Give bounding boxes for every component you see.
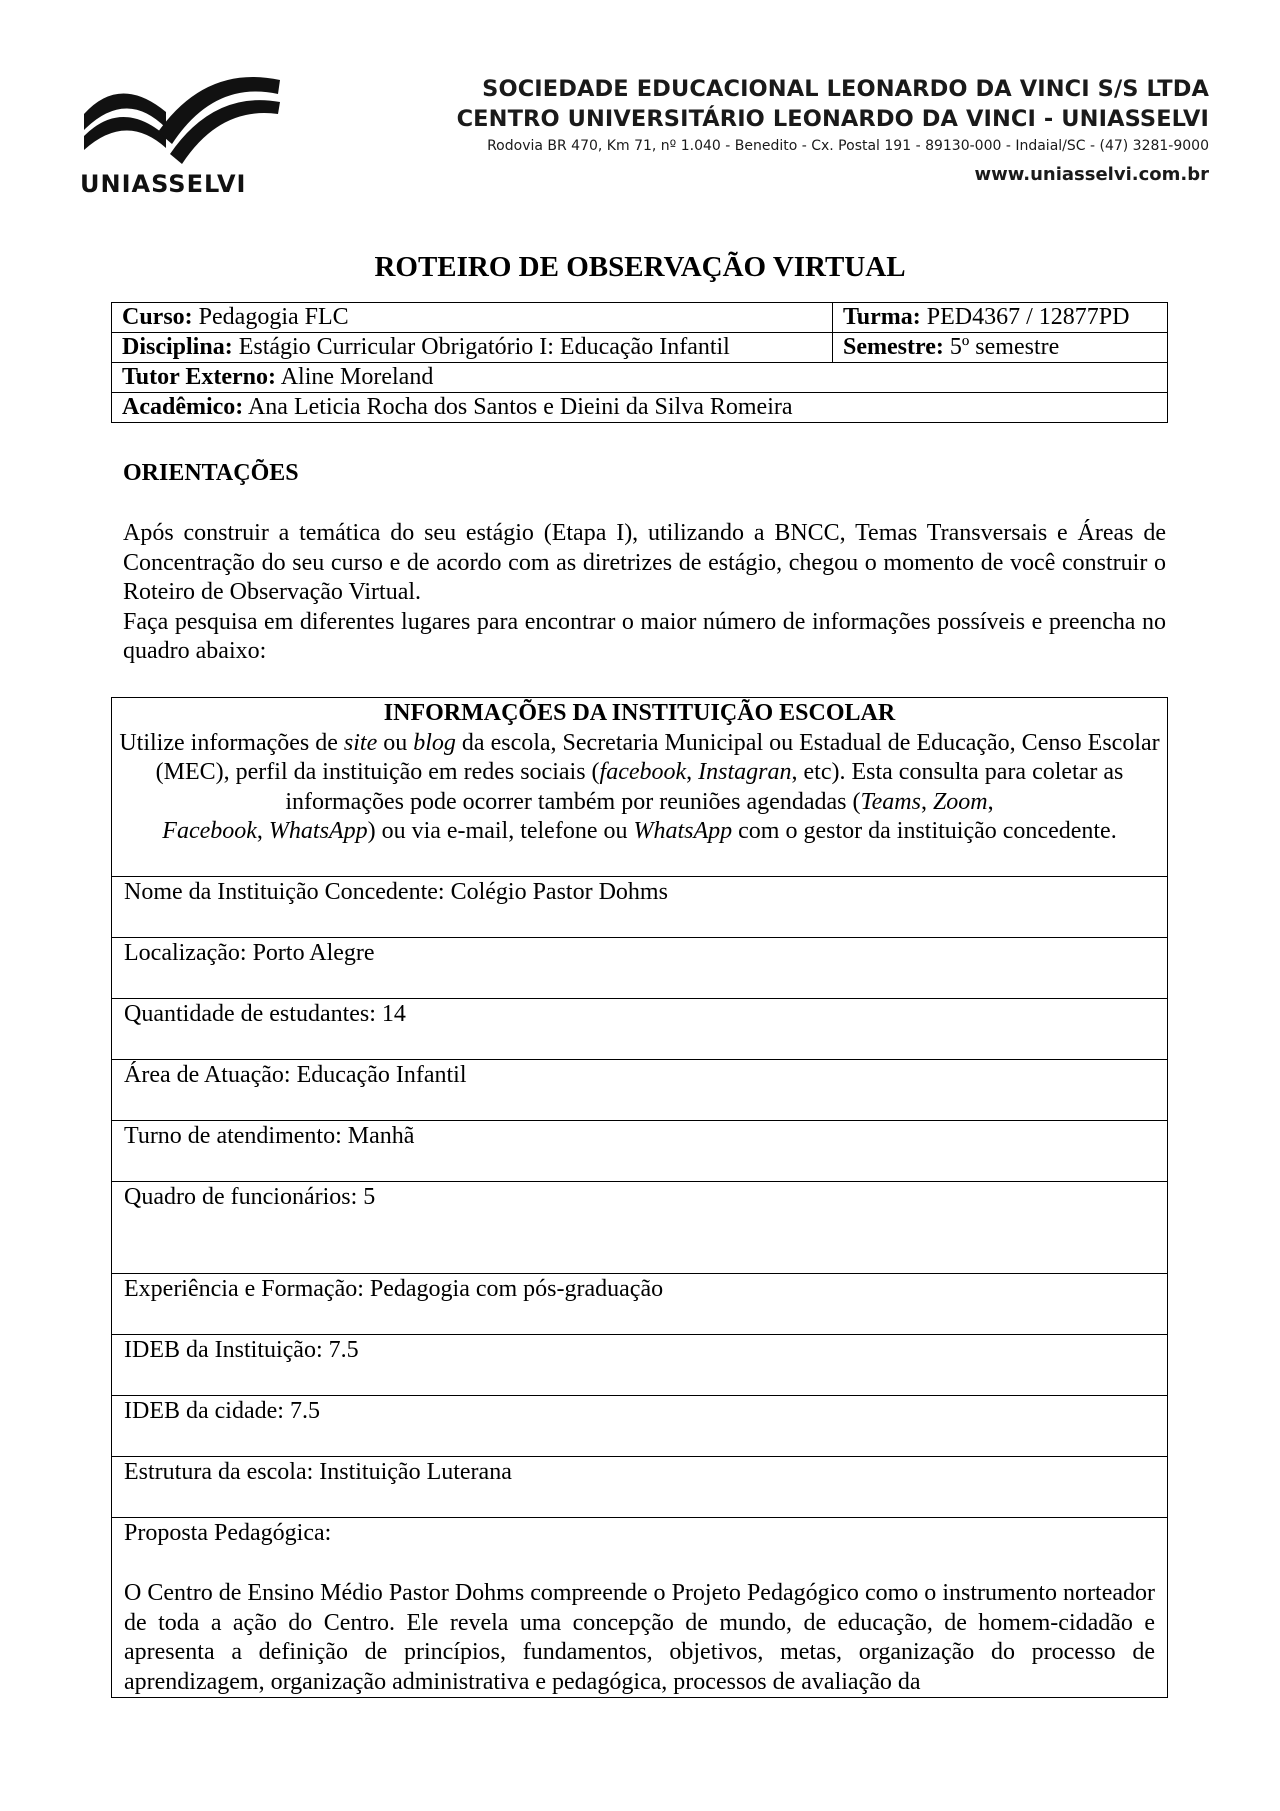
logo-arches-icon (80, 74, 285, 174)
turma-cell (833, 303, 1168, 333)
tutor-cell (112, 363, 1168, 393)
field-turno: Turno de atendimento: Manhã (112, 1121, 1167, 1182)
disciplina-label: Disciplina: (122, 334, 233, 360)
school-info-title: INFORMAÇÕES DA INSTITUIÇÃO ESCOLAR (383, 700, 896, 726)
info-row-academico (112, 393, 1168, 423)
instr-text: , (256, 818, 269, 844)
instr-text: , etc). Esta consulta para coletar as informações pode ocorrer também por reuniões agendadas ( (285, 759, 1124, 815)
field-estrutura: Estrutura da escola: Instituição Luterana (112, 1457, 1167, 1518)
instr-text: , (920, 788, 933, 815)
semestre-value: 5º semestre (943, 334, 1060, 360)
school-info-box (111, 697, 1168, 1698)
orientacoes-paragraph-2: Faça pesquisa em diferentes lugares para encontrar o maior número de informações possíveis e preencha no quadro abaixo: (123, 608, 1166, 664)
field-quantidade-estudantes: Quantidade de estudantes: 14 (112, 999, 1167, 1060)
tutor-value: Aline Moreland (276, 364, 434, 390)
instr-italic: blog (413, 729, 456, 756)
instr-text: ou (377, 729, 414, 756)
semestre-cell (833, 333, 1168, 363)
academico-label: Acadêmico: (122, 394, 244, 420)
instr-italic: Facebook (162, 818, 257, 844)
info-row-disciplina (112, 333, 1168, 363)
org-address: Rodovia BR 470, Km 71, nº 1.040 - Benedito - Cx. Postal 191 - 89130-000 - Indaial/SC - (47) 3281-9000 (487, 138, 1209, 154)
uniasselvi-logo (80, 74, 285, 204)
instr-text: da escola, Secretaria Municipal ou Estadual de Educação, Censo Escolar (MEC), perfil da instituição em redes sociais ( (155, 729, 1160, 785)
field-ideb-instituicao: IDEB da Instituição: 7.5 (112, 1335, 1167, 1396)
turma-value: PED4367 / 12877PD (920, 304, 1130, 330)
org-name-line2: CENTRO UNIVERSITÁRIO LEONARDO DA VINCI - UNIASSELVI (456, 106, 1209, 132)
page-title: ROTEIRO DE OBSERVAÇÃO VIRTUAL (374, 251, 906, 283)
logo-text: UNIASSELVI (80, 170, 247, 198)
academico-value: Ana Leticia Rocha dos Santos e Dieini da Silva Romeira (243, 394, 793, 420)
academico-cell (112, 393, 1168, 423)
instr-italic: WhatsApp (268, 818, 368, 844)
instr-text: com o gestor da instituição concedente. (732, 818, 1117, 844)
curso-label: Curso: (122, 304, 193, 330)
field-ideb-cidade: IDEB da cidade: 7.5 (112, 1396, 1167, 1457)
field-area-atuacao: Área de Atuação: Educação Infantil (112, 1060, 1167, 1121)
field-experiencia-formacao: Experiência e Formação: Pedagogia com pós-graduação (112, 1274, 1167, 1335)
orientacoes-paragraph-1: Após construir a temática do seu estágio (Etapa I), utilizando a BNCC, Temas Transversais e Áreas de Concentração do seu curso e de acordo com as diretrizes de estágio, chegou o momento de você construir o Roteiro de Observação Virtual. (123, 520, 1166, 605)
instr-italic: Zoom (932, 788, 988, 815)
proposta-label: Proposta Pedagógica: (124, 1520, 332, 1546)
instr-text: , (686, 759, 699, 785)
instr-italic: WhatsApp (633, 818, 733, 844)
orientacoes-heading: ORIENTAÇÕES (123, 460, 299, 486)
instr-italic: Instagran (698, 759, 792, 785)
institution-header (457, 74, 1209, 188)
curso-value: Pedagogia FLC (192, 304, 349, 330)
school-info-header (112, 698, 1167, 877)
field-nome-instituicao: Nome da Instituição Concedente: Colégio Pastor Dohms (112, 877, 1167, 938)
orientacoes-body (123, 519, 1166, 667)
info-row-curso (112, 303, 1168, 333)
turma-label: Turma: (843, 304, 921, 330)
school-info-instructions (112, 729, 1167, 847)
semestre-label: Semestre: (843, 334, 944, 360)
course-info-table (111, 302, 1168, 423)
tutor-label: Tutor Externo: (122, 364, 277, 390)
field-localizacao: Localização: Porto Alegre (112, 938, 1167, 999)
instr-italic: site (343, 729, 378, 756)
instr-text: Utilize informações de (119, 729, 344, 756)
instr-text: ) ou via e-mail, telefone ou (367, 818, 634, 844)
org-name-line1: SOCIEDADE EDUCACIONAL LEONARDO DA VINCI S/S LTDA (482, 76, 1209, 102)
proposta-text: O Centro de Ensino Médio Pastor Dohms compreende o Projeto Pedagógico como o instrumento norteador de toda a ação do Centro. Ele revela uma concepção de mundo, de educação, de homem-cidadão e apresenta a definição de princípios, fundamentos, objetivos, metas, organização do processo de aprendizagem, organização administrativa e pedagógica, processos de avaliação da (124, 1580, 1155, 1695)
info-row-tutor (112, 363, 1168, 393)
field-quadro-funcionarios: Quadro de funcionários: 5 (112, 1182, 1167, 1274)
instr-text: , (987, 788, 994, 815)
instr-italic: Teams (860, 788, 921, 815)
disciplina-cell (112, 333, 833, 363)
field-proposta-pedagogica (112, 1518, 1167, 1697)
instr-italic: facebook (599, 759, 687, 785)
org-website: www.uniasselvi.com.br (974, 164, 1209, 185)
disciplina-value: Estágio Curricular Obrigatório I: Educação Infantil (232, 334, 730, 360)
curso-cell (112, 303, 833, 333)
